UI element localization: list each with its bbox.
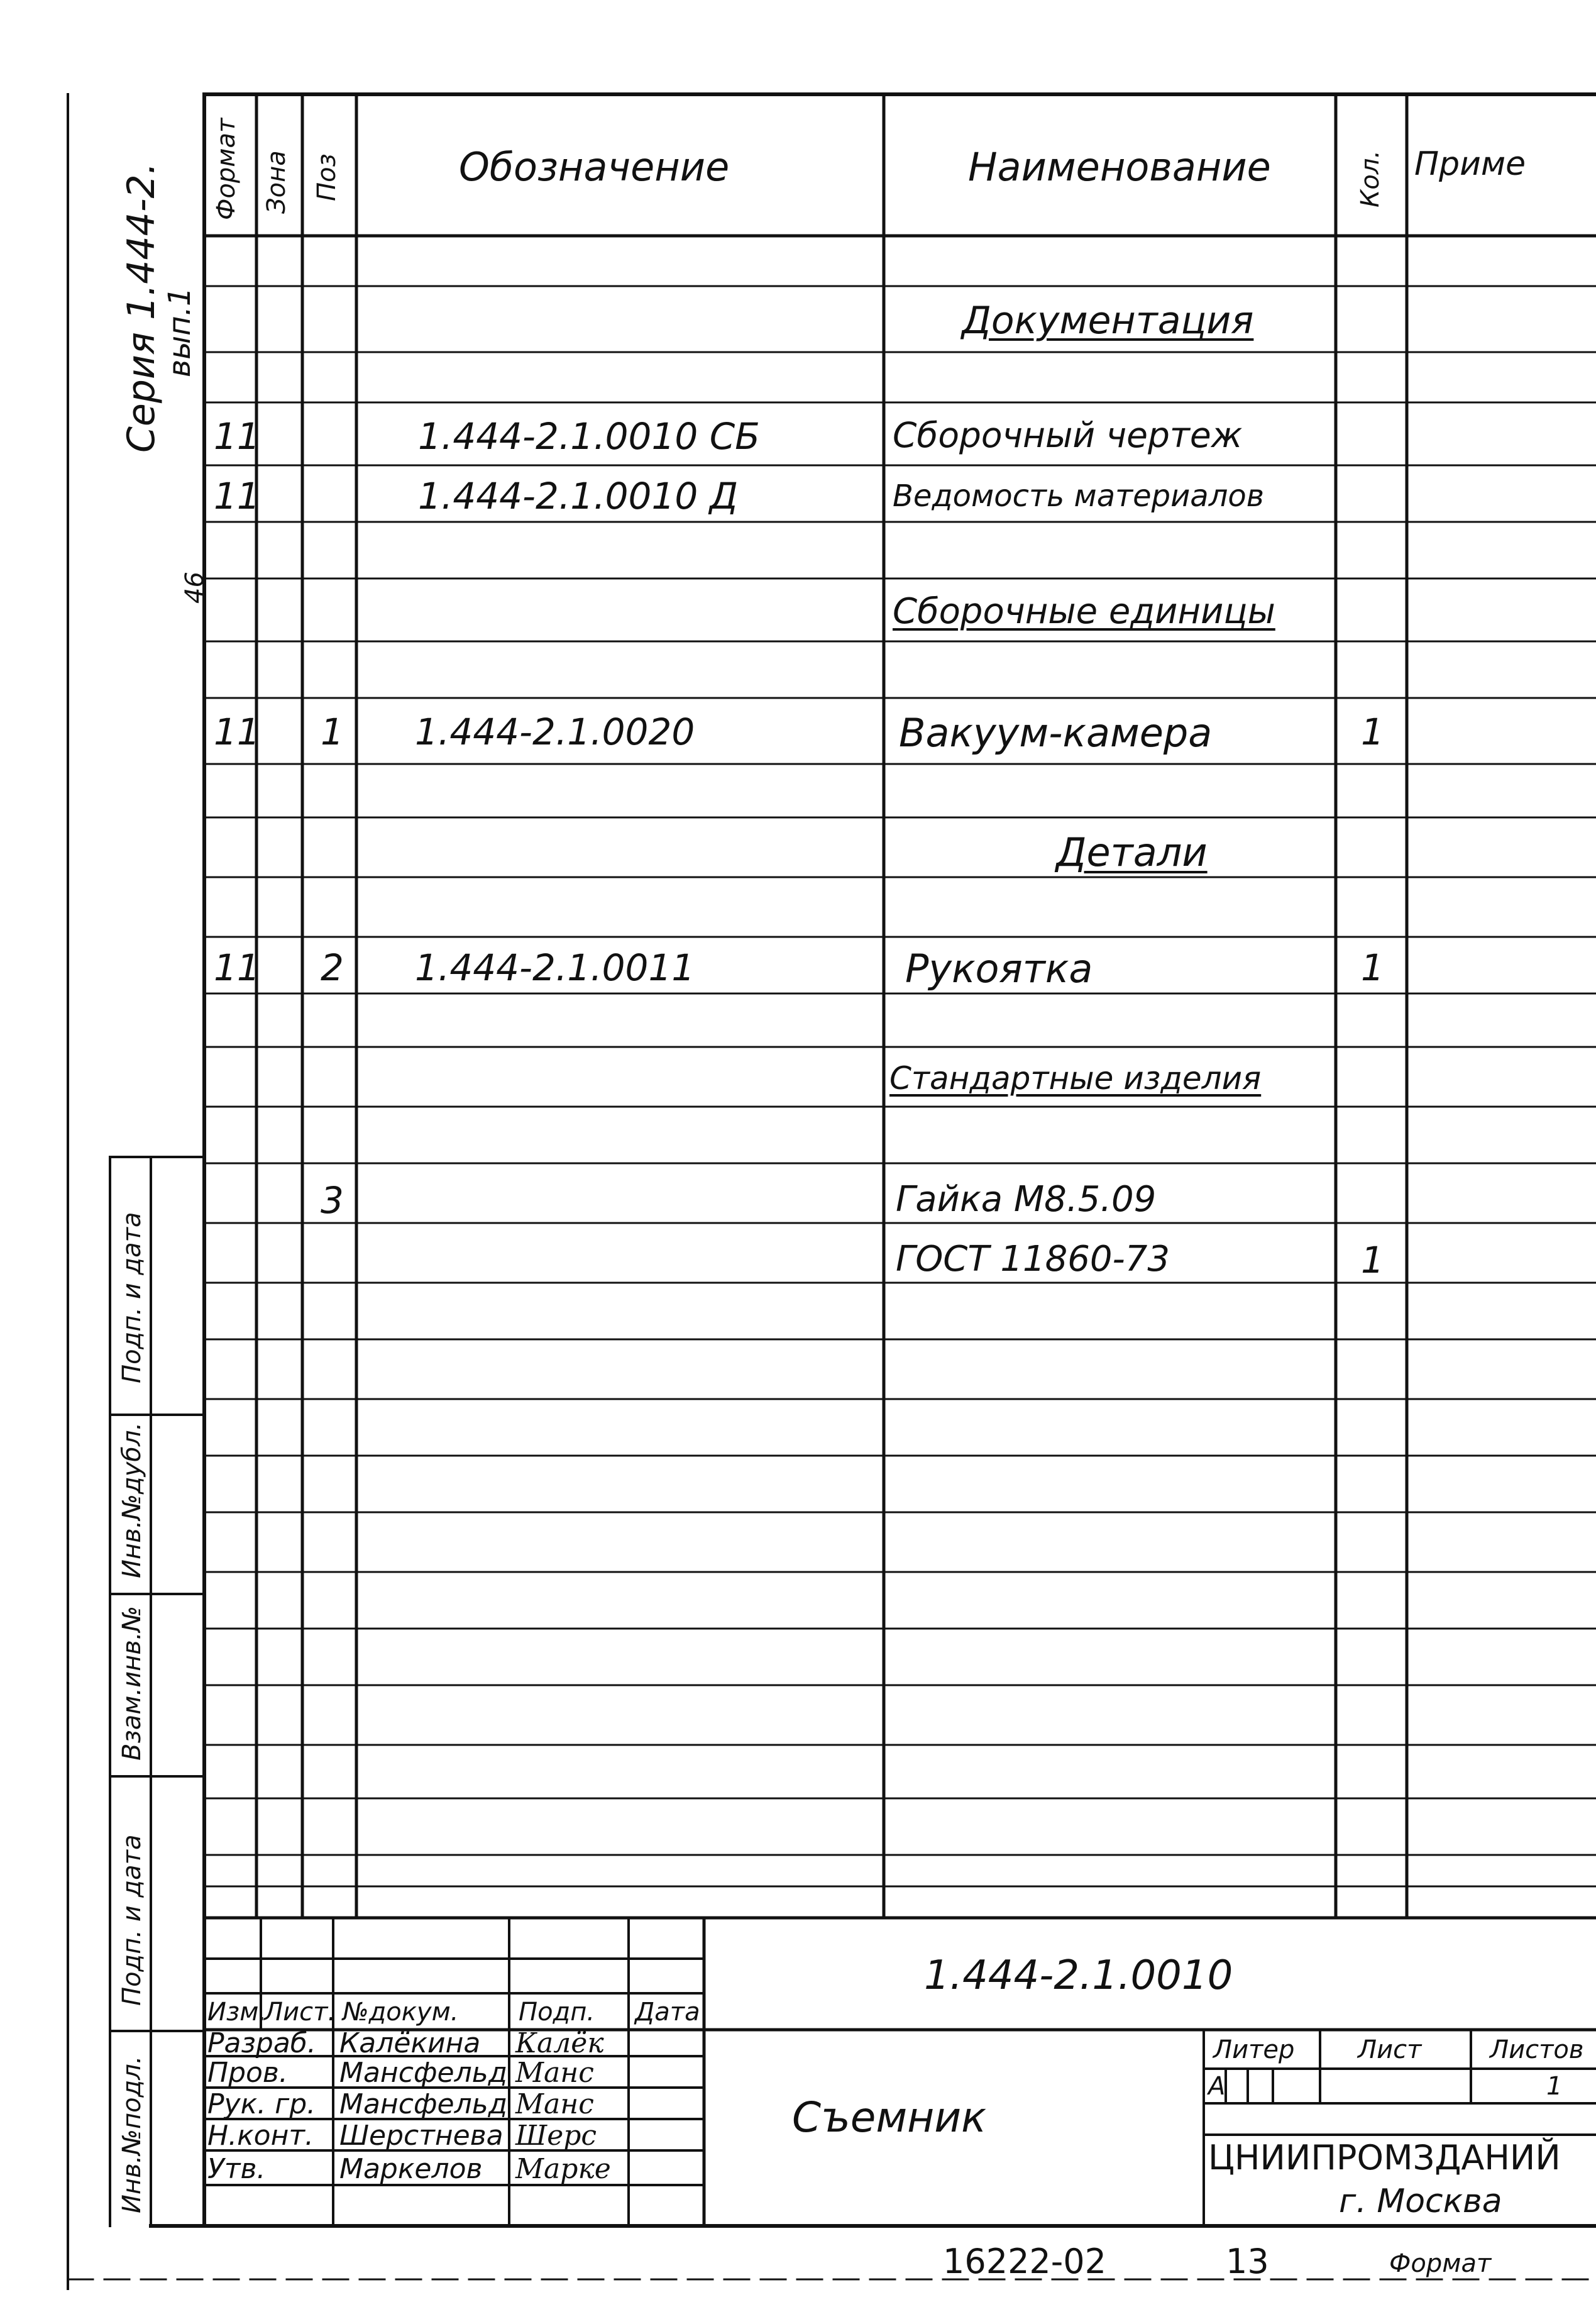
stamp-orig-inv: Инв.№подл.	[118, 2056, 146, 2213]
footer-code: 16222-02	[943, 2242, 1106, 2281]
org-city: г. Москва	[1339, 2183, 1502, 2220]
doc-number: 1.444-2.1.0010	[924, 1952, 1233, 1999]
series-label: Серия 1.444-2.	[119, 162, 163, 453]
tb-signature: Манс	[515, 2057, 594, 2089]
section-documentation: Документация	[962, 299, 1254, 343]
tb-signature: Шерс	[515, 2120, 597, 2152]
row-pos: 1	[321, 711, 344, 753]
row-name: Сборочный чертеж	[893, 415, 1243, 455]
section-details: Детали	[1056, 829, 1208, 875]
tb-header-sign: Подп.	[519, 1998, 595, 2027]
org-name: ЦНИИПРОМЗДАНИЙ	[1208, 2138, 1561, 2177]
row-designation: 1.444-2.1.0010 Д	[418, 475, 739, 517]
tb-person-name: Шерстнева	[339, 2120, 504, 2152]
tb-header-date: Дата	[635, 1998, 700, 2027]
tb-person-name: Калёкина	[339, 2027, 481, 2059]
stamp-dup-inv: Инв.№дубл.	[118, 1422, 146, 1578]
product-name: Съемник	[792, 2093, 987, 2142]
tb-signature: Марке	[515, 2153, 611, 2185]
row-format: 11	[214, 415, 260, 458]
footer-format-label: Формат	[1389, 2249, 1492, 2278]
issue-label: вып.1	[162, 287, 197, 377]
row-pos: 3	[321, 1179, 344, 1222]
sheets-value: 1	[1546, 2072, 1563, 2101]
tb-role: Пров.	[207, 2057, 288, 2089]
tb-role: Утв.	[207, 2153, 266, 2185]
row-designation: 1.444-2.1.0020	[415, 711, 695, 753]
row-qty: 1	[1361, 1239, 1384, 1281]
row-qty: 1	[1361, 711, 1384, 753]
litera-value: А	[1208, 2072, 1226, 2101]
row-format: 11	[214, 475, 260, 517]
row-designation: 1.444-2.1.0010 СБ	[418, 415, 760, 458]
row-name: Вакуум-камера	[899, 710, 1213, 756]
row-name: Гайка М8.5.09	[896, 1179, 1157, 1220]
litera-label: Литер	[1213, 2035, 1295, 2064]
tb-role: Рук. гр.	[207, 2088, 316, 2120]
footer-page: 13	[1226, 2242, 1269, 2281]
sheet-label: Лист	[1358, 2035, 1422, 2064]
col-zone-header: Зона	[262, 150, 291, 214]
col-note-header: Приме	[1414, 145, 1526, 183]
tb-person-name: Маркелов	[339, 2153, 483, 2185]
tb-role: Н.конт.	[207, 2120, 314, 2152]
section-standard-items: Стандартные изделия	[889, 1060, 1262, 1097]
col-format-header: Формат	[212, 118, 241, 220]
tb-person-name: Мансфельд	[339, 2057, 508, 2089]
tb-header-doc: №докум.	[343, 1998, 459, 2027]
stamp-replace-inv: Взам.инв.№	[118, 1605, 146, 1761]
row-name: Ведомость материалов	[893, 479, 1265, 514]
section-assembly-units: Сборочные единицы	[893, 591, 1275, 632]
col-designation-header: Обозначение	[459, 144, 730, 190]
row-qty: 1	[1361, 946, 1384, 989]
tb-role: Разраб.	[207, 2027, 316, 2059]
row-designation: 1.444-2.1.0011	[415, 946, 695, 989]
stamp-sign-date-2: Подп. и дата	[118, 1834, 146, 2006]
col-qty-header: Кол.	[1356, 150, 1385, 208]
row-format: 11	[214, 711, 260, 753]
row-name: Рукоятка	[905, 946, 1093, 992]
col-name-header: Наименование	[968, 144, 1271, 190]
tb-person-name: Мансфельд	[339, 2088, 508, 2120]
row-pos: 2	[321, 946, 344, 989]
row-name: ГОСТ 11860-73	[896, 1239, 1170, 1280]
stamp-sign-date-1: Подп. и дата	[118, 1212, 146, 1383]
tb-header-izm: Изм.	[207, 1998, 267, 2027]
page-mark: 46	[180, 572, 209, 604]
col-pos-header: Поз	[312, 153, 341, 201]
row-format: 11	[214, 946, 260, 989]
tb-header-list: Лист.	[264, 1998, 336, 2027]
tb-signature: Калёк	[515, 2027, 604, 2059]
tb-signature: Манс	[515, 2088, 594, 2120]
sheets-label: Листов	[1490, 2035, 1584, 2064]
